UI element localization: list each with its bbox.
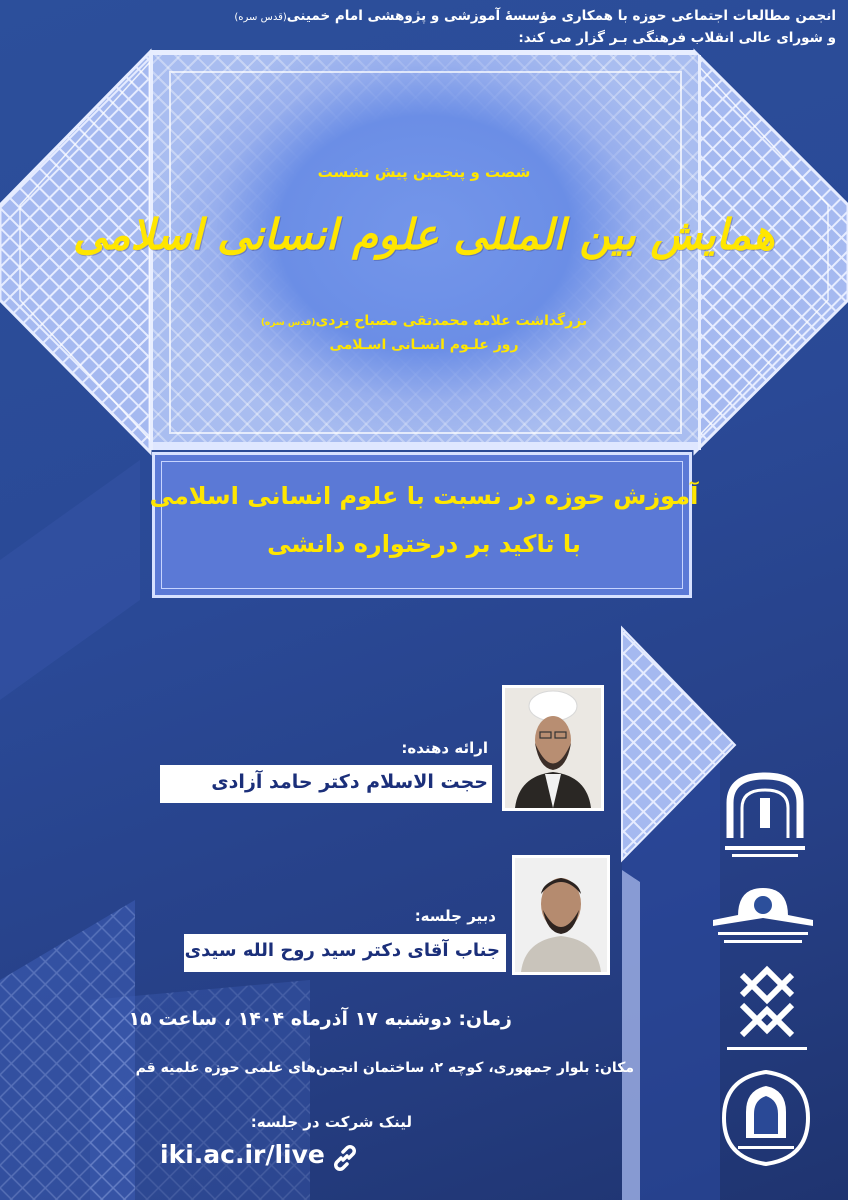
logo-supreme-council <box>718 1068 814 1168</box>
presenter-label: ارائه دهنده: <box>401 739 488 757</box>
presenter-name: حجت الاسلام دکتر حامد آزادی <box>211 771 488 793</box>
logo-imam-khomeini-institute <box>720 768 810 868</box>
topic-box <box>152 452 692 598</box>
logo-social-studies-association <box>708 880 818 960</box>
link-label: لینک شرکت در جلسه: <box>250 1113 412 1131</box>
commemoration-honorific: (قدس سره) <box>260 318 316 328</box>
chair-label: دبیر جلسه: <box>414 907 496 925</box>
chair-name: جناب آقای دکتر سید روح الله سیدی <box>184 940 500 961</box>
topic-line-2: با تاکید بر درختواره دانشی <box>267 530 581 558</box>
organizer-text <box>76 6 836 49</box>
organizer-line-1: انجمن مطالعات اجتماعی حوزه با همکاری مؤسسهٔ آموزشی و پژوهشی امام خمینی <box>286 8 836 24</box>
organizer-line-2: و شورای عالی انقلاب فرهنگی بـر گزار می کند: <box>518 30 836 46</box>
presenter-portrait-icon <box>505 688 601 808</box>
link-icon <box>332 1145 358 1171</box>
topic-box-inner-border <box>161 461 683 589</box>
presenter-photo <box>502 685 604 811</box>
organizer-honorific: (قدس سره) <box>234 12 287 23</box>
session-number: شصت و پنجمین پیش نشست <box>317 163 531 181</box>
live-link[interactable]: iki.ac.ir/live <box>160 1140 325 1169</box>
place-line: مکان: بلوار جمهوری، کوچه ۲، ساختمان انجمن‌های علمی حوزه علمیه قم <box>135 1060 634 1076</box>
banner-bottom-edge <box>153 442 698 450</box>
chair-photo <box>512 855 610 975</box>
conference-title: همایش بین المللی علوم انسانی اسلامی <box>73 210 775 259</box>
chair-portrait-icon <box>515 858 607 972</box>
day-line: روز علـوم انسـانی اسـلامی <box>329 337 519 353</box>
time-line: زمان: دوشنبه ۱۷ آذرماه ۱۴۰۴ ، ساعت ۱۵ <box>128 1008 512 1030</box>
commemoration-text: بزرگداشت علامه محمدتقی مصباح یزدی <box>315 313 588 329</box>
logo-culture-research <box>722 965 812 1065</box>
topic-line-1: آموزش حوزه در نسبت با علوم انسانی اسلامی <box>149 482 699 510</box>
commemoration-line <box>0 313 848 329</box>
